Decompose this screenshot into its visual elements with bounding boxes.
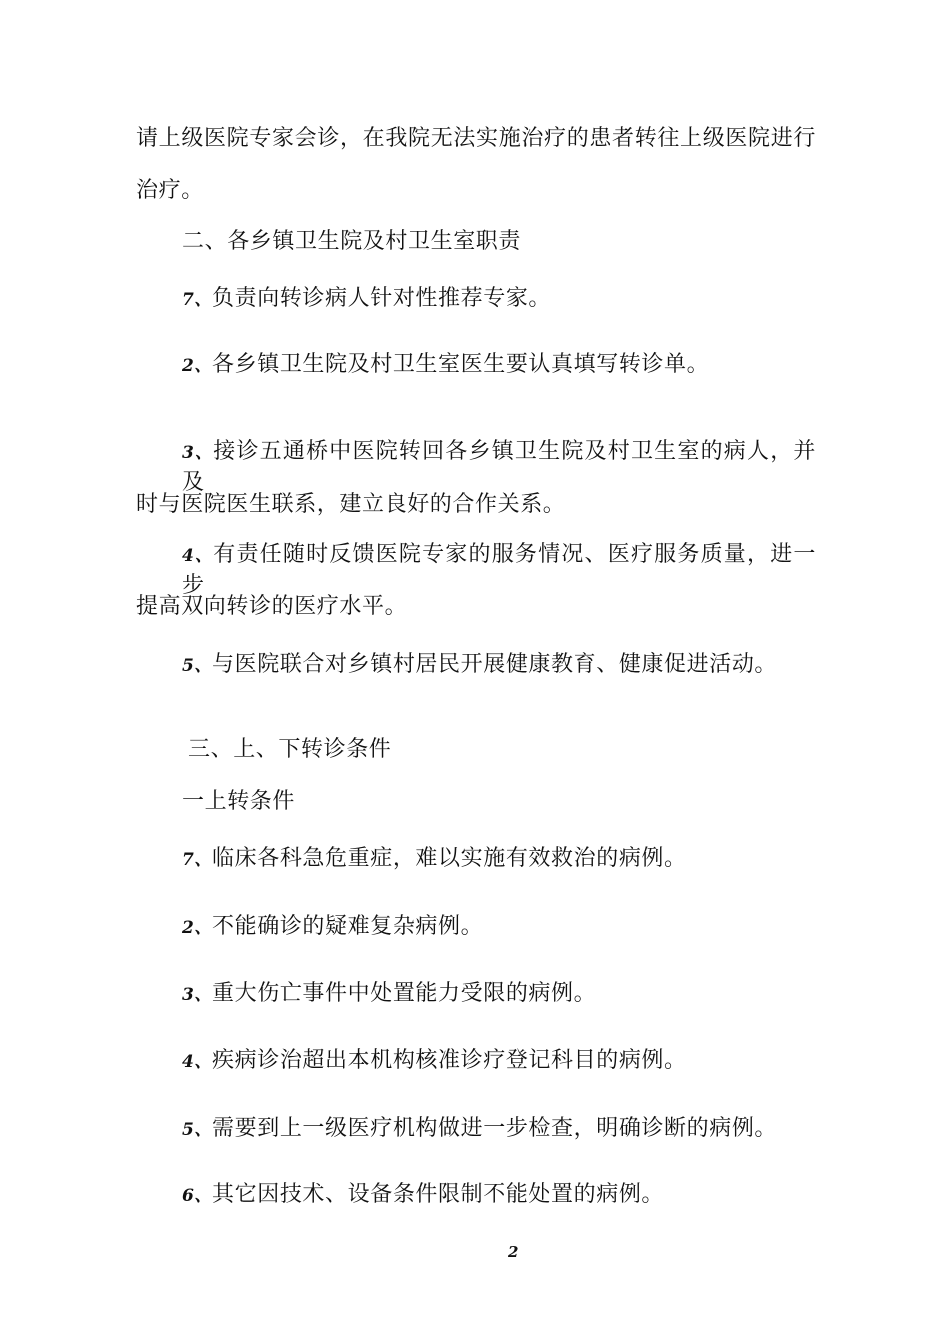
list-item xyxy=(182,844,687,875)
list-item-number: 2、 xyxy=(182,356,213,376)
list-item xyxy=(182,1114,777,1145)
list-item xyxy=(182,350,709,381)
list-item-text: 重大伤亡事件中处置能力受限的病例。 xyxy=(212,981,597,1006)
list-item-text: 各乡镇卫生院及村卫生室医生要认真填写转诊单。 xyxy=(212,352,710,377)
list-item-number: 3、 xyxy=(182,985,213,1005)
list-item-text: 负责向转诊病人针对性推荐专家。 xyxy=(212,286,552,311)
paragraph-line: 请上级医院专家会诊，在我院无法实施治疗的患者转往上级医院进行 xyxy=(136,126,816,151)
paragraph-line: 治疗。 xyxy=(136,178,204,203)
list-item-number: 3、 xyxy=(182,443,214,463)
list-item-number: 4、 xyxy=(182,546,214,566)
paragraph-line: 时与医院医生联系，建立良好的合作关系。 xyxy=(136,492,566,517)
list-item-number: 7、 xyxy=(182,850,213,870)
list-item-text: 其它因技术、设备条件限制不能处置的病例。 xyxy=(212,1182,665,1207)
list-item-text: 疾病诊治超出本机构核准诊疗登记科目的病例。 xyxy=(212,1048,687,1073)
list-item xyxy=(182,650,777,681)
list-item-number: 2、 xyxy=(182,918,213,938)
section-heading: 二、各乡镇卫生院及村卫生室职责 xyxy=(182,229,522,254)
section-heading: 三、上、下转诊条件 xyxy=(188,737,392,762)
list-item-number: 7、 xyxy=(182,290,213,310)
list-item-text: 与医院联合对乡镇村居民开展健康教育、健康促进活动。 xyxy=(212,652,778,677)
list-item-text: 需要到上一级医疗机构做进一步检查，明确诊断的病例。 xyxy=(212,1116,778,1141)
list-item-number: 5、 xyxy=(182,1120,213,1140)
list-item xyxy=(182,979,596,1010)
list-item-text: 临床各科急危重症，难以实施有效救治的病例。 xyxy=(212,846,687,871)
list-item xyxy=(182,1180,664,1211)
list-item xyxy=(182,437,816,498)
list-item-text: 接诊五通桥中医院转回各乡镇卫生院及村卫生室的病人，并及 xyxy=(182,439,816,495)
list-item-text: 不能确诊的疑难复杂病例。 xyxy=(212,914,484,939)
paragraph-line: 提高双向转诊的医疗水平。 xyxy=(136,594,408,619)
list-item xyxy=(182,912,483,943)
list-item-number: 6、 xyxy=(182,1186,213,1206)
page-number: 2 xyxy=(508,1243,519,1261)
sub-heading: 一上转条件 xyxy=(182,789,296,814)
list-item-text: 有责任随时反馈医院专家的服务情况、医疗服务质量，进一步 xyxy=(182,542,816,598)
list-item xyxy=(182,284,551,315)
list-item xyxy=(182,1046,687,1077)
list-item-number: 5、 xyxy=(182,656,213,676)
list-item-number: 4、 xyxy=(182,1052,213,1072)
